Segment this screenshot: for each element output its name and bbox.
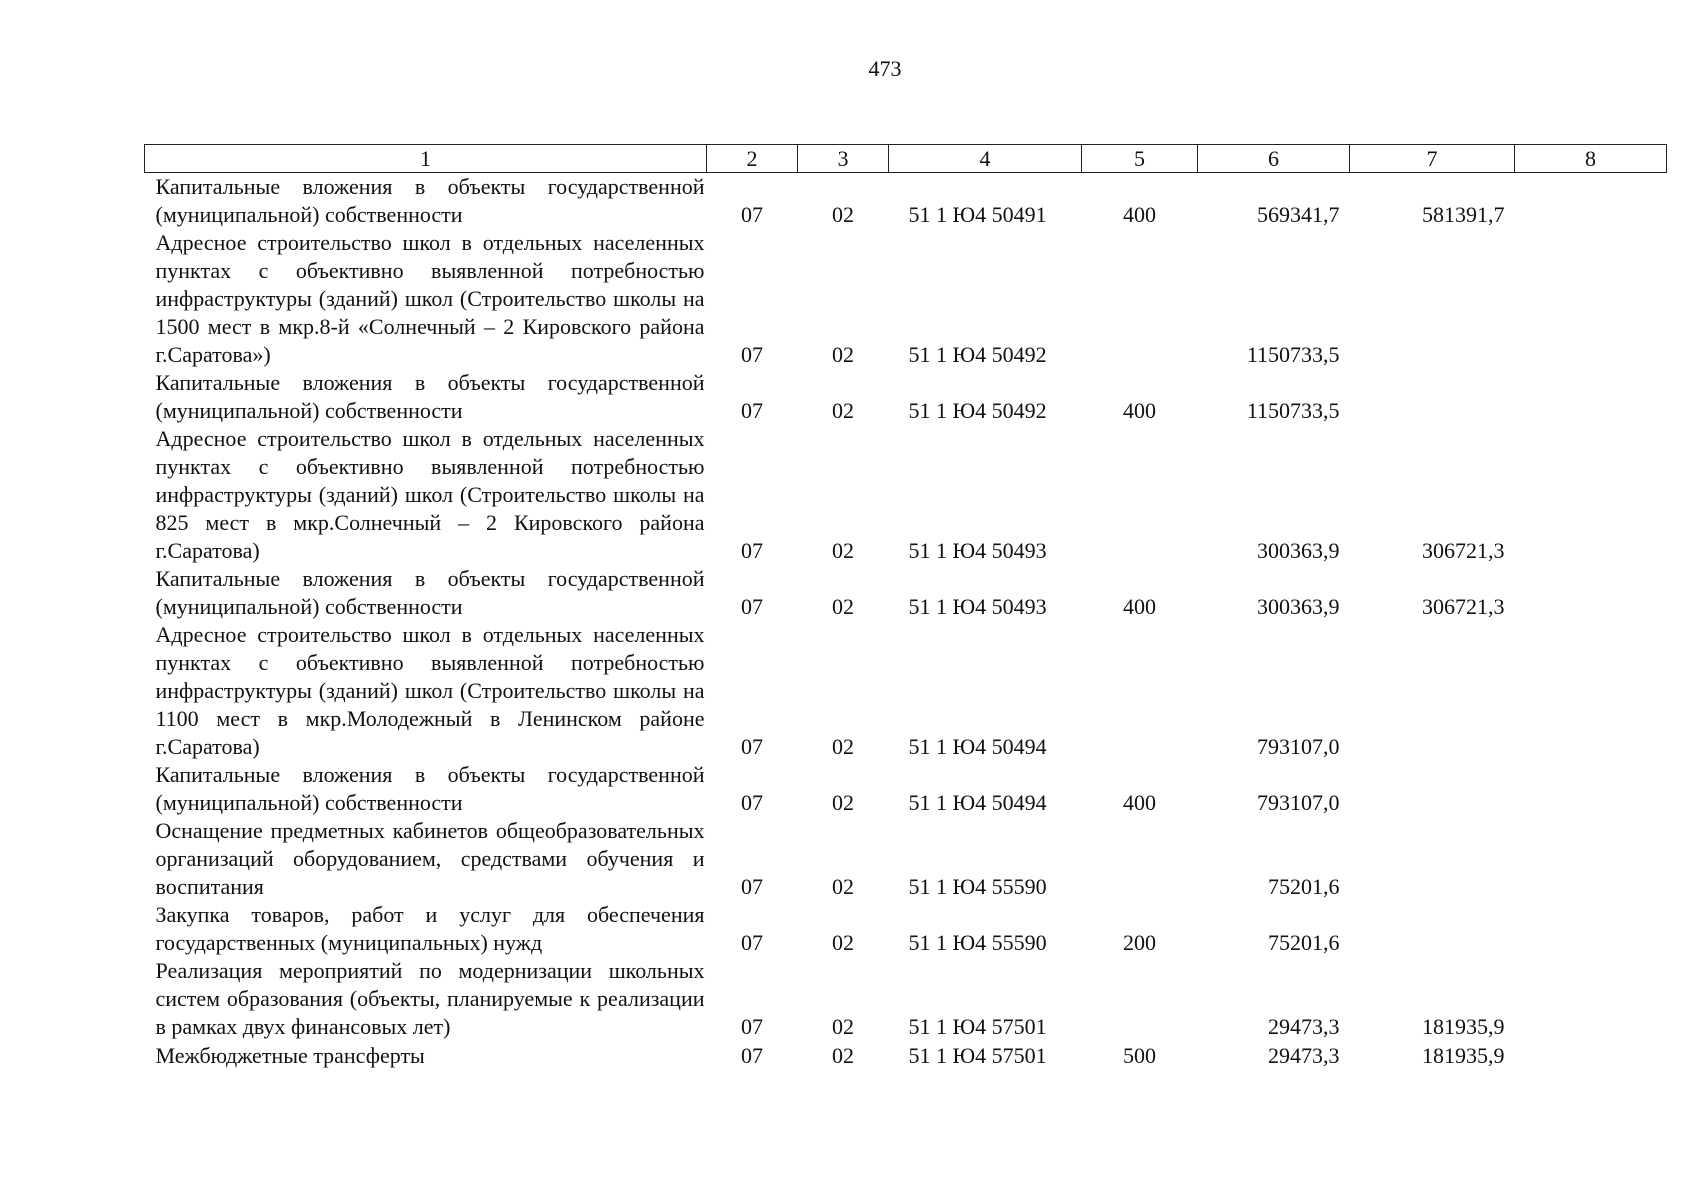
header-col-8: 8 [1515,145,1667,173]
row-section: 07 [741,538,763,563]
header-col-6: 6 [1198,145,1350,173]
row-subsection: 02 [832,874,854,899]
row-amount-col6: 75201,6 [1268,930,1340,955]
header-col-3: 3 [798,145,889,173]
table-row [145,901,1667,957]
row-amount-col8 [1515,621,1667,761]
table-row [145,957,1667,1041]
row-amount-col8 [1515,173,1667,230]
header-col-7: 7 [1350,145,1515,173]
row-section: 07 [741,874,763,899]
row-expense-type [1082,229,1198,369]
row-expense-type [1082,425,1198,565]
row-subsection: 02 [832,790,854,815]
row-amount-col6: 793107,0 [1257,790,1340,815]
row-subsection: 02 [832,398,854,423]
row-amount-col6: 300363,9 [1257,594,1340,619]
row-section: 07 [741,342,763,367]
row-description: Капитальные вложения в объекты государственной (муниципальной) собственности [155,370,705,423]
row-amount-col8 [1515,817,1667,901]
table-row [145,761,1667,817]
row-amount-col7 [1350,817,1515,901]
row-amount-col7: 581391,7 [1422,202,1505,227]
row-amount-col6: 29473,3 [1268,1043,1340,1068]
row-amount-col7: 306721,3 [1422,538,1505,563]
header-col-5: 5 [1082,145,1198,173]
header-col-4: 4 [889,145,1082,173]
row-amount-col7 [1350,901,1515,957]
row-amount-col6: 75201,6 [1268,874,1340,899]
row-target-code: 51 1 Ю4 50494 [908,734,1047,759]
row-amount-col7: 181935,9 [1422,1043,1505,1068]
row-subsection: 02 [832,1014,854,1039]
row-section: 07 [741,202,763,227]
row-description: Адресное строительство школ в отдельных населенных пунктах с объективно выявленной потребностью инфраструктуры (зданий) школ (Строительство школы на 825 мест в мкр.Солнечный – 2 Кировского района г.Саратова) [155,426,705,563]
row-section: 07 [741,594,763,619]
row-description: Межбюджетные трансферты [155,1043,425,1068]
row-expense-type [1082,817,1198,901]
table-row [145,369,1667,425]
table-body [145,173,1667,1072]
row-amount-col8 [1515,565,1667,621]
row-amount-col7 [1350,761,1515,817]
table-row [145,229,1667,369]
row-target-code: 51 1 Ю4 50493 [908,594,1047,619]
row-amount-col8 [1515,229,1667,369]
row-amount-col8 [1515,425,1667,565]
row-description: Закупка товаров, работ и услуг для обеспечения государственных (муниципальных) нужд [155,902,705,955]
row-target-code: 51 1 Ю4 55590 [908,930,1047,955]
row-section: 07 [741,790,763,815]
row-description: Капитальные вложения в объекты государственной (муниципальной) собственности [155,762,705,815]
row-subsection: 02 [832,342,854,367]
table-header [145,145,1667,173]
row-amount-col6: 29473,3 [1268,1014,1340,1039]
row-amount-col8 [1515,901,1667,957]
row-section: 07 [741,1014,763,1039]
row-subsection: 02 [832,538,854,563]
row-expense-type: 200 [1123,930,1156,955]
row-amount-col8 [1515,369,1667,425]
row-amount-col7 [1350,621,1515,761]
row-target-code: 51 1 Ю4 50492 [908,342,1047,367]
table-row [145,817,1667,901]
row-target-code: 51 1 Ю4 50491 [908,202,1047,227]
row-amount-col8 [1515,1041,1667,1071]
row-amount-col6: 569341,7 [1257,202,1340,227]
row-description: Капитальные вложения в объекты государственной (муниципальной) собственности [155,174,705,227]
row-amount-col7 [1350,369,1515,425]
row-subsection: 02 [832,734,854,759]
page-number: 473 [868,56,902,81]
row-description: Оснащение предметных кабинетов общеобразовательных организаций оборудованием, средствами обучения и воспитания [155,818,705,899]
row-expense-type: 400 [1123,398,1156,423]
table-row [145,1041,1667,1071]
header-col-1: 1 [145,145,707,173]
row-target-code: 51 1 Ю4 57501 [908,1043,1047,1068]
table-row [145,621,1667,761]
row-expense-type: 500 [1123,1043,1156,1068]
row-expense-type [1082,957,1198,1041]
row-target-code: 51 1 Ю4 50492 [908,398,1047,423]
row-description: Реализация мероприятий по модернизации школьных систем образования (объекты, планируемые к реализации в рамках двух финансовых лет) [155,958,705,1039]
table-row [145,173,1667,230]
row-amount-col6: 1150733,5 [1246,342,1340,367]
row-section: 07 [741,398,763,423]
row-section: 07 [741,1043,763,1068]
row-amount-col6: 793107,0 [1257,734,1340,759]
row-expense-type [1082,621,1198,761]
row-description: Капитальные вложения в объекты государственной (муниципальной) собственности [155,566,705,619]
row-amount-col8 [1515,957,1667,1041]
row-amount-col6: 1150733,5 [1246,398,1340,423]
row-expense-type: 400 [1123,790,1156,815]
row-target-code: 51 1 Ю4 57501 [908,1014,1047,1039]
header-col-2: 2 [707,145,798,173]
row-amount-col6: 300363,9 [1257,538,1340,563]
row-target-code: 51 1 Ю4 50494 [908,790,1047,815]
row-section: 07 [741,734,763,759]
row-expense-type: 400 [1123,202,1156,227]
row-subsection: 02 [832,1043,854,1068]
row-amount-col8 [1515,761,1667,817]
header-row [145,145,1667,173]
row-description: Адресное строительство школ в отдельных населенных пунктах с объективно выявленной потребностью инфраструктуры (зданий) школ (Строительство школы на 1500 мест в мкр.8-й «Солнечный – 2 Кировского района г.Саратова») [155,230,705,367]
row-target-code: 51 1 Ю4 55590 [908,874,1047,899]
table-row [145,425,1667,565]
row-subsection: 02 [832,594,854,619]
row-amount-col7: 181935,9 [1422,1014,1505,1039]
row-subsection: 02 [832,202,854,227]
row-expense-type: 400 [1123,594,1156,619]
row-target-code: 51 1 Ю4 50493 [908,538,1047,563]
budget-table [144,144,1667,1071]
row-subsection: 02 [832,930,854,955]
row-section: 07 [741,930,763,955]
row-description: Адресное строительство школ в отдельных населенных пунктах с объективно выявленной потребностью инфраструктуры (зданий) школ (Строительство школы на 1100 мест в мкр.Молодежный в Ленинском районе г.Саратова) [155,622,705,759]
table-row [145,565,1667,621]
row-amount-col7: 306721,3 [1422,594,1505,619]
row-amount-col7 [1350,229,1515,369]
